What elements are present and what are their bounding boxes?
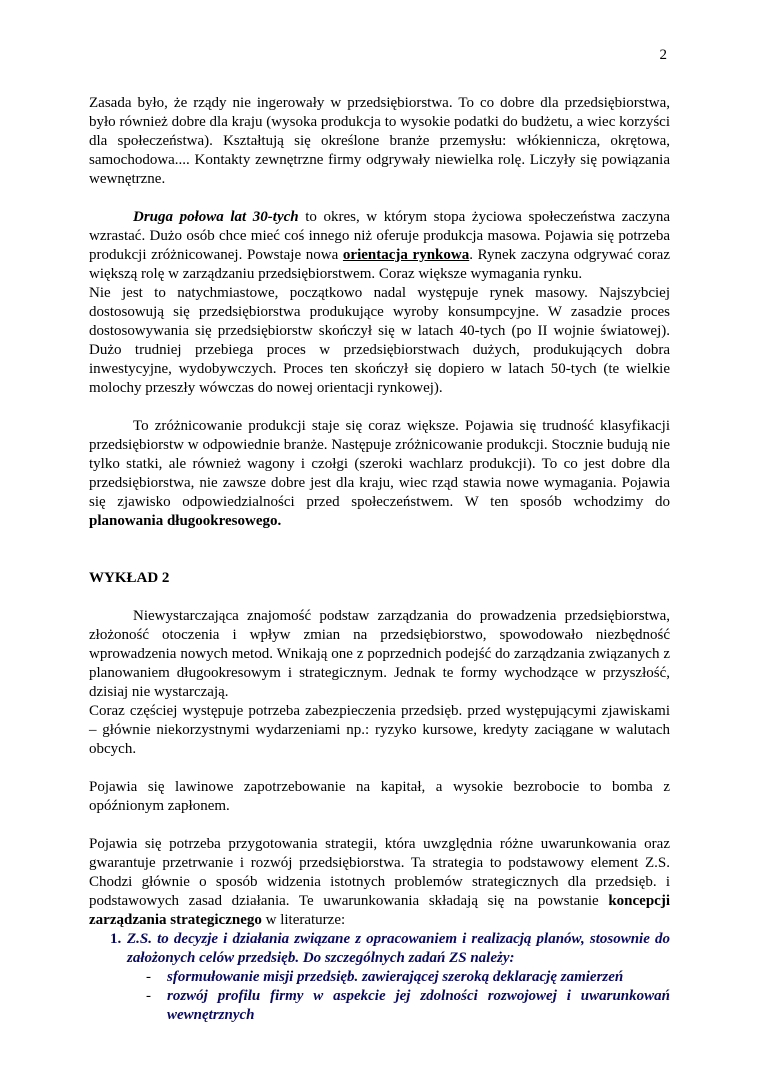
- paragraph-5: Niewystarczająca znajomość podstaw zarządzania do prowadzenia przedsiębiorstwa, złożoność otoczenia i wpływ zmian na przedsiębiorstwo, spowodowało niezbędność wprowadzenia nowych metod. Wnikają one z poprzednich podejść do zarządzania związanych z planowaniem długookresowym i strategicznym. Jednak te formy wychodzące w przyszłość, dzisiaj nie wystarczają.: [89, 608, 670, 700]
- dash-bullet: -: [146, 969, 151, 985]
- paragraph-7: Pojawia się lawinowe zapotrzebowanie na kapitał, a wysokie bezrobocie to bomba z opóźnionym zapłonem.: [89, 779, 670, 814]
- paragraph-6: Coraz częściej występuje potrzeba zabezpieczenia przedsięb. przed występującymi zjawiskami – głównie niekorzystnymi wydarzeniami np.: ryzyko kursowe, kredyty zaciągane w walutach obcych.: [89, 703, 670, 757]
- paragraph-2: [89, 208, 670, 284]
- paragraph-3: Nie jest to natychmiastowe, początkowo nadal występuje rynek masowy. Najszybciej dostosowują się przedsiębiorstwa produkujące wyroby konsumpcyjne. W zasadzie proces dostosowywania się przedsiębiorstw skończył się w latach 40-tych (po II wojnie światowej). Dużo trudniej przebiega proces w przedsiębiorstwach dużych, produkujących dobra inwestycyjne, wydobywczych. Proces ten skończył się dopiero w latach 50-tych (te wielkie molochy przeszły wówczas do nowej orientacji rynkowej).: [89, 285, 670, 396]
- sub-list-item-text: sformułowanie misji przedsięb. zawierającej szeroką deklarację zamierzeń: [167, 969, 624, 985]
- paragraph-2-text-a: to okres, w którym stopa życiowa społeczeństwa zaczyna wzrastać. Dużo osób chce mieć coś innego niż oferuje produkcja masowa. Pojawia się potrzeba produkcji zróżnicowanej. Powstaje nowa: [89, 209, 670, 263]
- paragraph-4: [89, 417, 670, 531]
- paragraph-8-tail: w literaturze:: [261, 912, 346, 928]
- paragraph-2-text-b: . Rynek zaczyna odgrywać coraz większą rolę w zarządzaniu przedsiębiorstwem. Coraz większe wymagania rynku.: [89, 247, 671, 282]
- lecture-heading: WYKŁAD 2: [89, 570, 170, 586]
- document-body: [89, 94, 670, 1025]
- paragraph-8: [89, 835, 670, 930]
- paragraph-2-lead: Druga połowa lat 30-tych: [133, 209, 299, 225]
- paragraph-2-emphasis: orientacja rynkowa: [342, 247, 470, 263]
- list-item: [89, 930, 670, 1025]
- numbered-list: [89, 930, 670, 1025]
- paragraph-1: Zasada było, że rządy nie ingerowały w przedsiębiorstwa. To co dobre dla przedsiębiorstwa, było również dobre dla kraju (wysoka produkcja to wysokie podatki do budżetu, a wiec korzyści dla społeczeństwa). Kształtują się określone branże przemysłu: włókiennicza, okrętowa, samochodowa.... Kontakty zewnętrzne firmy odgrywały niewielka rolę. Liczyły się powiązania wewnętrzne.: [89, 95, 670, 187]
- dash-bullet: -: [146, 988, 151, 1004]
- paragraph-4-text: To zróżnicowanie produkcji staje się coraz większe. Pojawia się trudność klasyfikacji przedsiębiorstw w odpowiednie branże. Następuje zróżnicowanie produkcji. Stocznie budują nie tylko statki, ale również wagony i czołgi (szeroki wachlarz produkcji). To co jest dobre dla przedsiębiorstwa, nie zawsze dobre jest dla kraju, wiec rząd stawia nowe wymagania. Pojawia się zjawisko odpowiedzialności przed społeczeństwem. W ten sposób wchodzimy do: [89, 418, 670, 510]
- paragraph-8-text: Pojawia się potrzeba przygotowania strategii, która uwzględnia różne uwarunkowania oraz gwarantuje przetrwanie i rozwój przedsiębiorstwa. Ta strategia to podstawowy element Z.S. Chodzi głównie o sposób widzenia istotnych problemów strategicznych dla przedsięb. i podstawowych zasad działania. Te uwarunkowania składają się na powstanie: [89, 836, 670, 909]
- list-item-number: 1.: [110, 931, 122, 947]
- page-number: 2: [659, 47, 667, 63]
- list-item-text: Z.S. to decyzje i działania związane z opracowaniem i realizacją planów, stosownie do założonych celów przedsięb. Do szczególnych zadań ZS należy:: [127, 931, 670, 966]
- sub-list-item-text: rozwój profilu firmy w aspekcie jej zdolności rozwojowej i uwarunkowań wewnętrznych: [167, 988, 670, 1023]
- paragraph-4-emphasis: planowania długookresowego.: [89, 513, 282, 529]
- sub-list-item: [89, 987, 670, 1025]
- sub-list: [127, 968, 670, 1025]
- paragraph-8-emphasis: koncepcji zarządzania strategicznego: [89, 893, 670, 928]
- sub-list-item: [89, 968, 670, 987]
